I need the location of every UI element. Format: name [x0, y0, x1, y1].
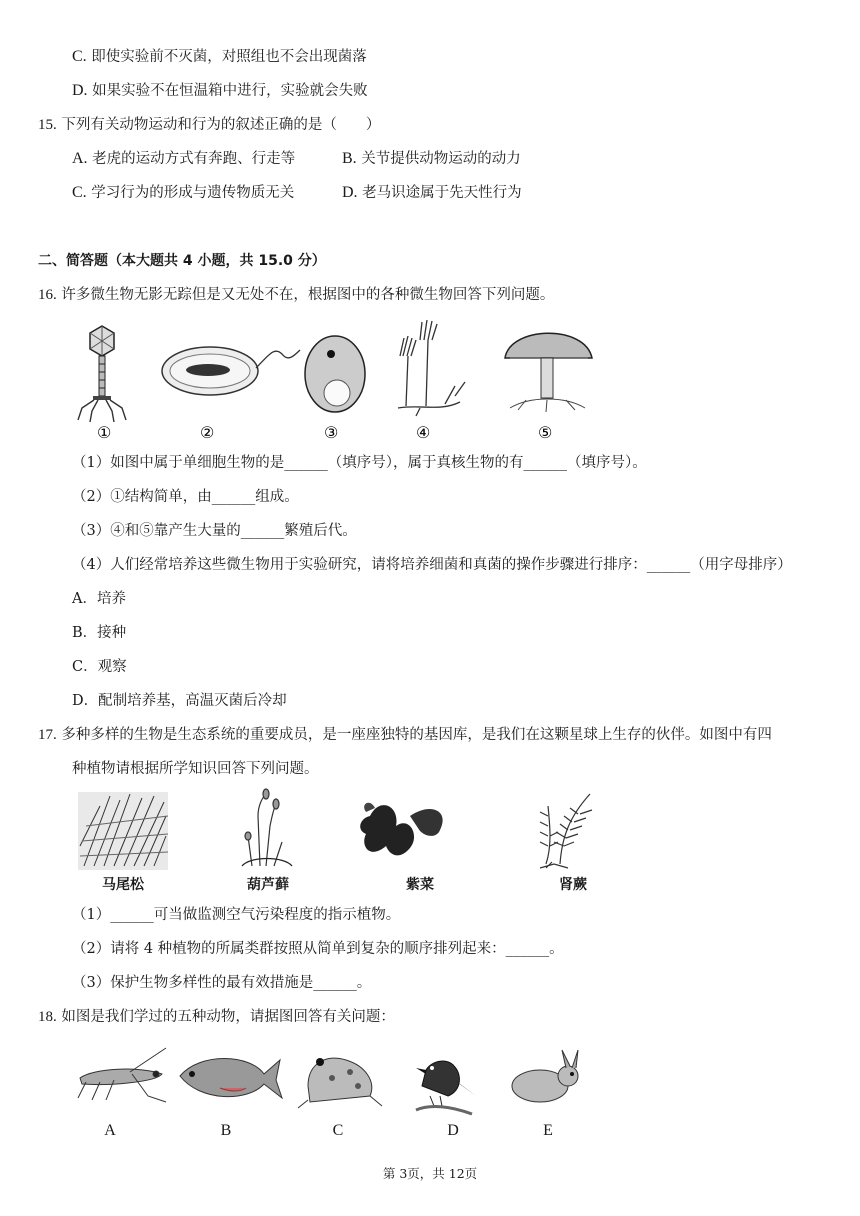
figure-label-3: ③ [324, 423, 339, 442]
section-heading: 二、简答题（本大题共 4 小题，共 15.0 分） [38, 253, 326, 269]
animal-label-b: B [220, 1122, 232, 1139]
figure-label-2: ② [200, 423, 215, 442]
q14-option-c [72, 47, 367, 67]
q17-sub-3: （3）保护生物多样性的最有效措施是______。 [72, 975, 372, 991]
yeast-cell-icon [305, 336, 365, 412]
plants-figure [70, 786, 630, 870]
option-letter: D. [342, 184, 358, 201]
fern-icon [540, 794, 592, 868]
question-number: 15. [38, 117, 57, 133]
option-letter: A. [72, 150, 88, 167]
page-footer: 第 3页，共 12页 [382, 1166, 478, 1181]
grasshopper-icon [78, 1048, 166, 1102]
q16-sub-3: （3）④和⑤靠产生大量的______繁殖后代。 [72, 523, 357, 539]
q16-step-b: B．接种 [72, 625, 127, 641]
figure-label-5: ⑤ [538, 423, 553, 442]
option-text: 老虎的运动方式有奔跑、行走等 [92, 151, 296, 167]
q17-stem-line2: 种植物请根据所学知识回答下列问题。 [72, 761, 319, 777]
question-text: 下列有关动物运动和行为的叙述正确的是（ ） [61, 117, 381, 133]
question-text: 许多微生物无影无踪但是又无处不在，根据图中的各种微生物回答下列问题。 [61, 287, 555, 303]
animal-label-e: E [543, 1122, 553, 1139]
option-letter: C. [72, 48, 87, 65]
rabbit-icon [512, 1050, 578, 1102]
plant-label-fern: 肾蕨 [559, 877, 587, 893]
frog-icon [298, 1058, 382, 1108]
q15-option-d [342, 183, 522, 203]
option-text: 如果实验不在恒温箱中进行，实验就会失败 [92, 83, 368, 99]
mold-icon [398, 320, 465, 416]
q15-option-b [342, 149, 521, 169]
q16-step-a: A．培养 [72, 591, 126, 607]
q16-step-d: D．配制培养基，高温灭菌后冷却 [72, 693, 287, 709]
question-number: 16. [38, 287, 57, 303]
microorganisms-figure [60, 316, 600, 444]
option-letter: C. [72, 184, 87, 201]
option-text: 老马识途属于先天性行为 [362, 185, 522, 201]
bacteriophage-icon [78, 326, 126, 422]
q16-step-c: C．观察 [72, 659, 127, 675]
plant-label-laver: 紫菜 [406, 877, 434, 893]
figure-label-1: ① [97, 423, 112, 442]
q15-stem [38, 115, 380, 135]
option-letter: D. [72, 82, 88, 99]
q16-stem [38, 285, 554, 305]
q15-option-a [72, 149, 295, 169]
laver-seaweed-icon [360, 803, 442, 856]
moss-icon [242, 789, 292, 866]
bacterium-icon [162, 347, 300, 395]
q18-stem [38, 1007, 395, 1027]
pine-icon [78, 792, 168, 870]
q15-option-c [72, 183, 294, 203]
q16-sub-2: （2）①结构简单，由______组成。 [72, 489, 299, 505]
option-letter: B. [342, 150, 357, 167]
bird-icon [416, 1061, 476, 1114]
question-number: 18. [38, 1009, 57, 1025]
q17-sub-2: （2）请将 4 种植物的所属类群按照从简单到复杂的顺序排列起来：______。 [72, 941, 564, 957]
option-text: 学习行为的形成与遗传物质无关 [91, 185, 295, 201]
animal-label-c: C [332, 1122, 344, 1139]
plant-label-pine: 马尾松 [102, 877, 144, 893]
fish-icon [180, 1059, 282, 1099]
q16-sub-1: （1）如图中属于单细胞生物的是______（填序号），属于真核生物的有______（填序号）。 [72, 455, 647, 471]
q17-stem-line1 [38, 725, 772, 745]
q17-sub-1: （1）______可当做监测空气污染程度的指示植物。 [72, 907, 401, 923]
animal-label-a: A [104, 1122, 116, 1139]
figure-label-4: ④ [416, 423, 431, 442]
mushroom-icon [505, 333, 592, 412]
option-text: 即使实验前不灭菌，对照组也不会出现菌落 [91, 49, 367, 65]
question-text: 如图是我们学过的五种动物，请据图回答有关问题： [61, 1009, 395, 1025]
question-number: 17. [38, 727, 57, 743]
q14-option-d [72, 81, 368, 101]
option-text: 关节提供动物运动的动力 [361, 151, 521, 167]
animal-label-d: D [447, 1122, 459, 1139]
animals-figure [70, 1040, 610, 1118]
q16-sub-4: （4）人们经常培养这些微生物用于实验研究，请将培养细菌和真菌的操作步骤进行排序：______（用字母排序） [72, 557, 792, 573]
plant-label-moss: 葫芦藓 [247, 877, 289, 893]
question-text: 多种多样的生物是生态系统的重要成员，是一座座独特的基因库，是我们在这颗星球上生存的伙伴。如图中有四 [61, 727, 772, 743]
